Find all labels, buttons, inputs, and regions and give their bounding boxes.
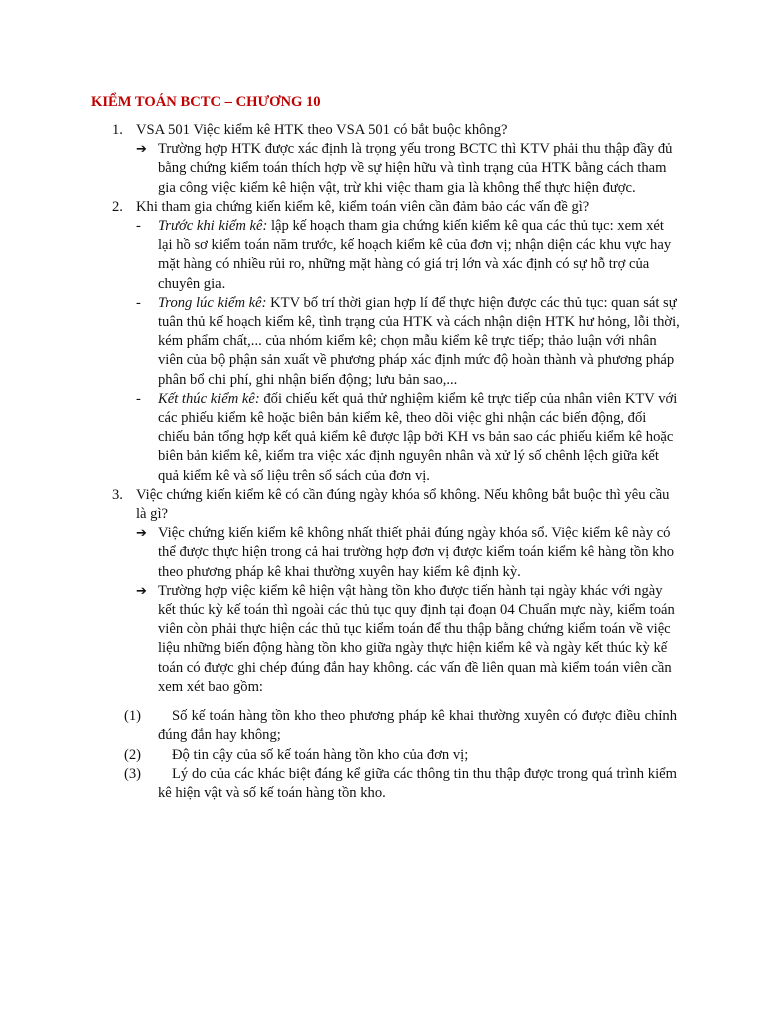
sub-item-number: (2) [124, 746, 142, 763]
question-number: 3. [112, 486, 123, 503]
dash-item [0, 294, 680, 390]
question-text: Việc chứng kiến kiểm kê có cần đúng ngày khóa sổ không. Nếu không bắt buộc thì yêu cầu là gì? [136, 486, 670, 523]
arrow-item [0, 524, 677, 582]
sub-item-text: Lý do của các khác biệt đáng kể giữa các thông tin thu thập được trong quá trình kiểm kê hiện vật và số kế toán hàng tồn kho. [158, 765, 677, 801]
question-1 [0, 121, 677, 140]
arrow-item-text: Trường hợp HTK được xác định là trọng yếu trong BCTC thì KTV phải thu thập đầy đủ bằng chứng kiểm toán thích hợp về sự hiện hữu và tình trạng của HTK bằng cách tham gia công việc kiểm kê hiện vật, trừ khi việc tham gia là không thể thực hiện được. [158, 141, 673, 196]
arrow-right-icon: ➔ [136, 142, 147, 158]
dash-item-text: lập kế hoạch tham gia chứng kiến kiểm kê qua các thủ tục: xem xét lại hồ sơ kiểm toán năm trước, kế hoạch kiểm kê của đơn vị; nhận diện các khu vực hay mặt hàng có nhiều rủi ro, những mặt hàng có giá trị lớn và xác định có sự hỗ trợ của chuyên gia. [158, 218, 672, 292]
arrow-right-icon: ➔ [136, 526, 147, 542]
question-number: 1. [112, 122, 123, 138]
spacer [0, 697, 768, 707]
arrow-item [0, 140, 677, 198]
question-text: Khi tham gia chứng kiến kiểm kê, kiểm toán viên cần đảm bảo các vấn đề gì? [136, 198, 590, 215]
sub-item-text: Số kế toán hàng tồn kho theo phương pháp kê khai thường xuyên có được điều chỉnh đúng đắn hay không; [158, 708, 677, 744]
document-body [0, 121, 768, 803]
question-3 [0, 486, 677, 524]
question-number: 2. [112, 198, 123, 215]
dash-bullet: - [136, 390, 141, 407]
sub-item-text: Độ tin cậy của số kế toán hàng tồn kho của đơn vị; [172, 746, 469, 763]
arrow-right-icon: ➔ [136, 583, 147, 599]
dash-item-label: Trước khi kiểm kê: [158, 218, 268, 235]
arrow-item-text: Việc chứng kiến kiểm kê không nhất thiết phải đúng ngày khóa sổ. Việc kiểm kê này có thể được thực hiện trong cả hai trường hợp đơn vị được kiểm toán kiểm kê hàng tồn kho theo phương pháp kê khai thường xuyên hay kiểm kê định kỳ. [158, 525, 675, 580]
sub-item [0, 765, 677, 803]
arrow-item [0, 582, 677, 697]
dash-item-label: Kết thúc kiểm kê: [158, 390, 260, 407]
sub-item-number: (3) [124, 765, 142, 782]
dash-bullet: - [136, 218, 141, 235]
dash-item-text: đối chiếu kết quả thử nghiệm kiểm kê trực tiếp của nhân viên KTV với các phiếu kiểm kê hoặc biên bản kiểm kê, theo dõi việc ghi nhận các biến động, đối chiếu bản tổng hợp kết quả kiểm kê được lập bởi KH vs bản sao các phiếu kiểm kê hoặc biên bản kiểm kê, kiểm tra việc xác định nguyên nhân và xử lý số chênh lệch giữa kết quả kiểm kê và số liệu trên sổ sách của đơn vị. [158, 390, 678, 484]
sub-item-number: (1) [124, 708, 142, 725]
question-text: VSA 501 Việc kiểm kê HTK theo VSA 501 có bắt buộc không? [136, 122, 508, 138]
question-2 [0, 198, 677, 217]
dash-bullet: - [136, 294, 141, 311]
dash-item [0, 217, 680, 294]
sub-item [0, 707, 677, 745]
dash-item-label: Trong lúc kiểm kê: [158, 294, 267, 311]
dash-item [0, 390, 680, 486]
document-title: KIỂM TOÁN BCTC – CHƯƠNG 10 [91, 94, 321, 110]
dash-item-text: KTV bố trí thời gian hợp lí để thực hiện được các thủ tục: quan sát sự tuân thủ kế hoạch kiểm kê, tình trạng của HTK và cách nhận diện HTK hư hỏng, lỗi thời, kém phẩm chất,... của nhóm kiểm kê; chọn mẫu kiểm kê trực tiếp; thảo luận với nhân viên của bộ phận sản xuất về phương pháp xác định mức độ hoàn thành và phương pháp phân bổ chi phí, ghi nhận biến động; lưu bản sao,... [158, 294, 680, 388]
sub-item [0, 746, 677, 765]
arrow-item-text: Trường hợp việc kiểm kê hiện vật hàng tồn kho được tiến hành tại ngày khác với ngày kết thúc kỳ kế toán thì ngoài các thủ tục quy định tại đoạn 04 Chuẩn mực này, kiểm toán viên còn phải thực hiện các thủ tục kiểm toán để thu thập bằng chứng kiểm toán về việc liệu những biến động hàng tồn kho giữa ngày thực hiện kiểm kê và ngày kết thúc kỳ kế toán có được ghi chép đúng đắn hay không. các vấn đề liên quan mà kiểm toán viên cần xem xét bao gồm: [158, 582, 675, 695]
